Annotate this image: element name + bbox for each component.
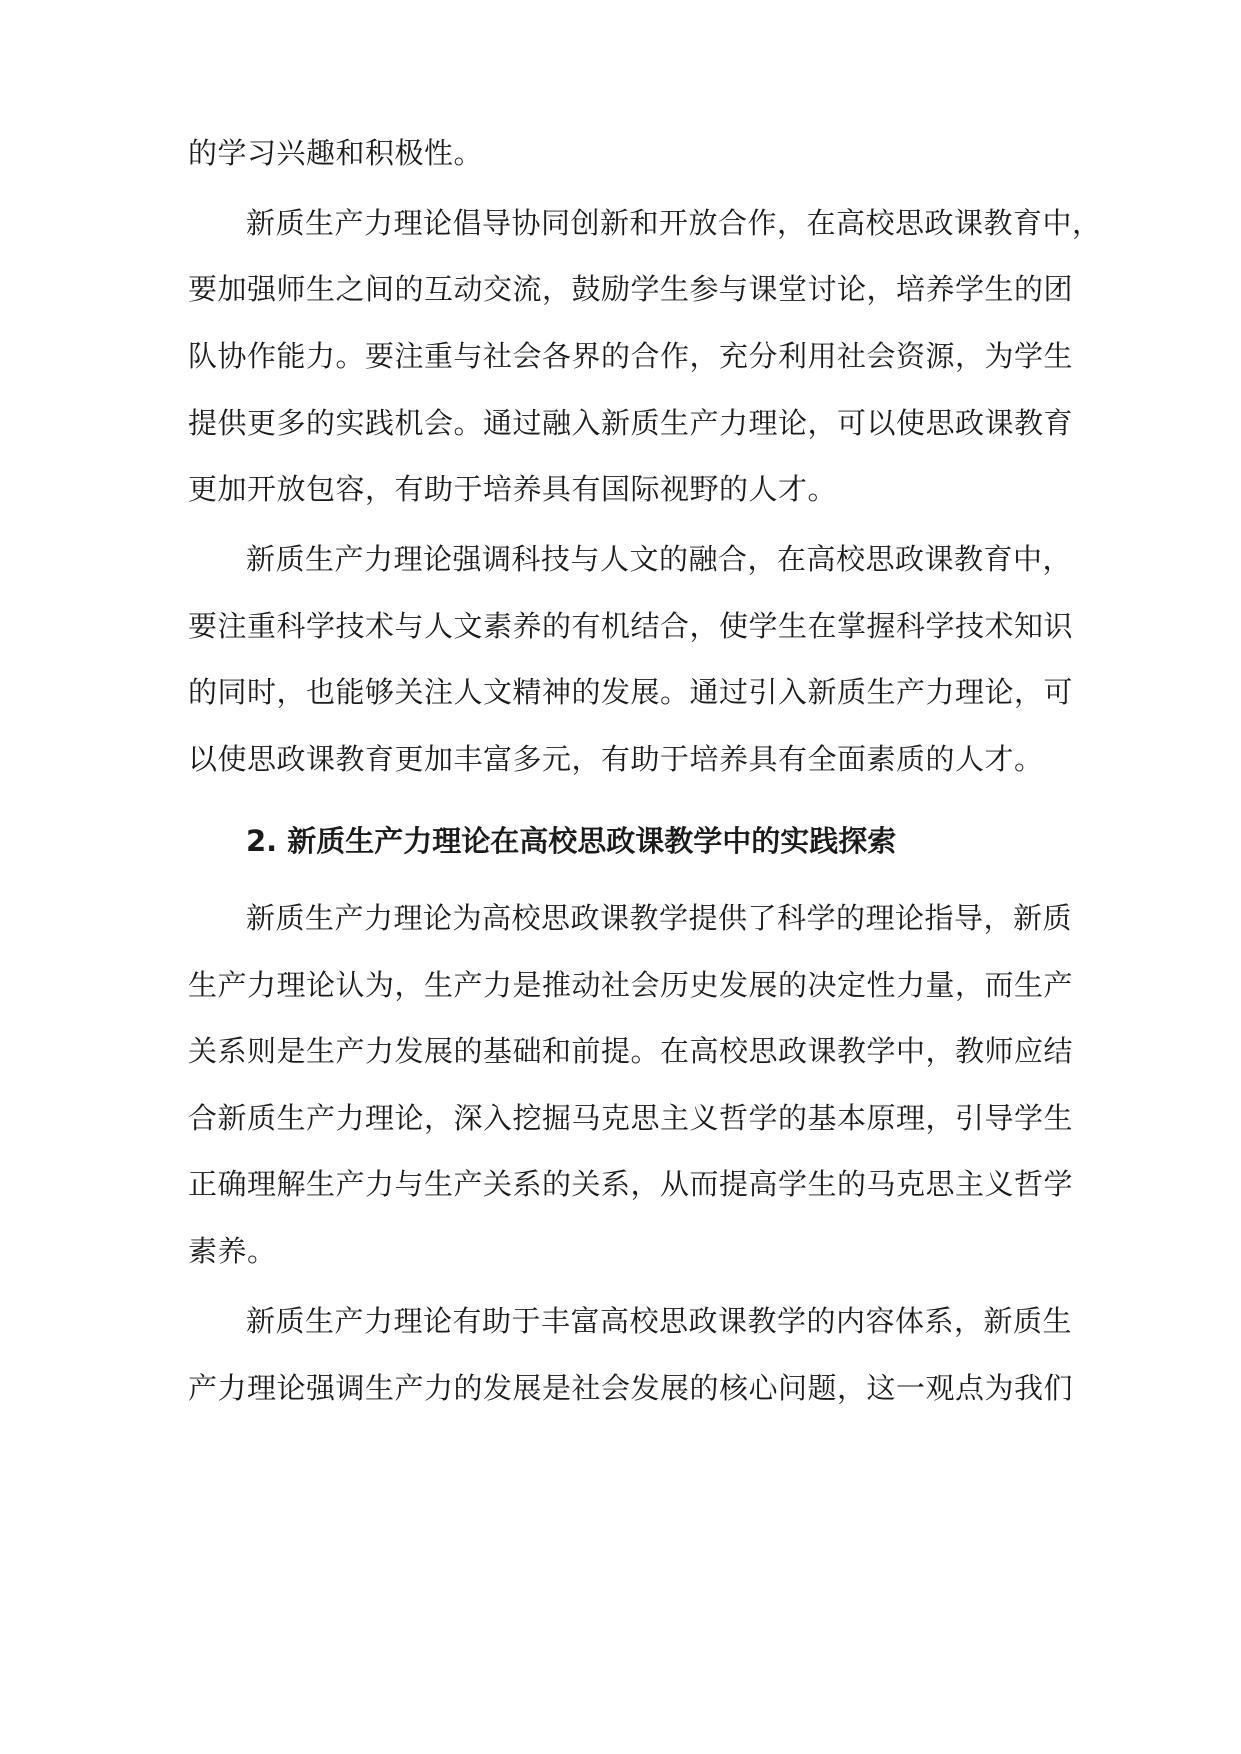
paragraph-line: 新质生产力理论强调科技与人文的融合，在高校思政课教育中，	[246, 542, 1073, 576]
paragraph-line: 产力理论强调生产力的发展是社会发展的核心问题，这一观点为我们	[188, 1371, 1074, 1405]
paragraph-line: 新质生产力理论为高校思政课教学提供了科学的理论指导，新质	[246, 901, 1073, 935]
paragraph-line: 生产力理论认为，生产力是推动社会历史发展的决定性力量，而生产	[188, 968, 1074, 1002]
paragraph-line: 要加强师生之间的互动交流，鼓励学生参与课堂讨论，培养学生的团	[188, 272, 1074, 306]
paragraph-line: 的学习兴趣和积极性。	[188, 136, 484, 170]
paragraph-line: 素养。	[188, 1234, 277, 1268]
paragraph-line: 合新质生产力理论，深入挖掘马克思主义哲学的基本原理，引导学生	[188, 1101, 1074, 1135]
paragraph-line: 关系则是生产力发展的基础和前提。在高校思政课教学中，教师应结	[188, 1034, 1074, 1068]
section-heading: 2. 新质生产力理论在高校思政课教学中的实践探索	[246, 824, 897, 858]
paragraph-line: 新质生产力理论有助于丰富高校思政课教学的内容体系，新质生	[246, 1304, 1073, 1338]
paragraph-line: 正确理解生产力与生产关系的关系，从而提高学生的马克思主义哲学	[188, 1167, 1074, 1201]
paragraph-line: 要注重科学技术与人文素养的有机结合，使学生在掌握科学技术知识	[188, 609, 1074, 643]
paragraph-line: 提供更多的实践机会。通过融入新质生产力理论，可以使思政课教育	[188, 406, 1074, 440]
paragraph-line: 更加开放包容，有助于培养具有国际视野的人才。	[188, 472, 838, 506]
paragraph-line: 的同时，也能够关注人文精神的发展。通过引入新质生产力理论，可	[188, 675, 1074, 709]
paragraph-line: 队协作能力。要注重与社会各界的合作，充分利用社会资源，为学生	[188, 339, 1074, 373]
paragraph-line: 新质生产力理论倡导协同创新和开放合作，在高校思政课教育中，	[246, 206, 1102, 240]
paragraph-line: 以使思政课教育更加丰富多元，有助于培养具有全面素质的人才。	[188, 742, 1044, 776]
